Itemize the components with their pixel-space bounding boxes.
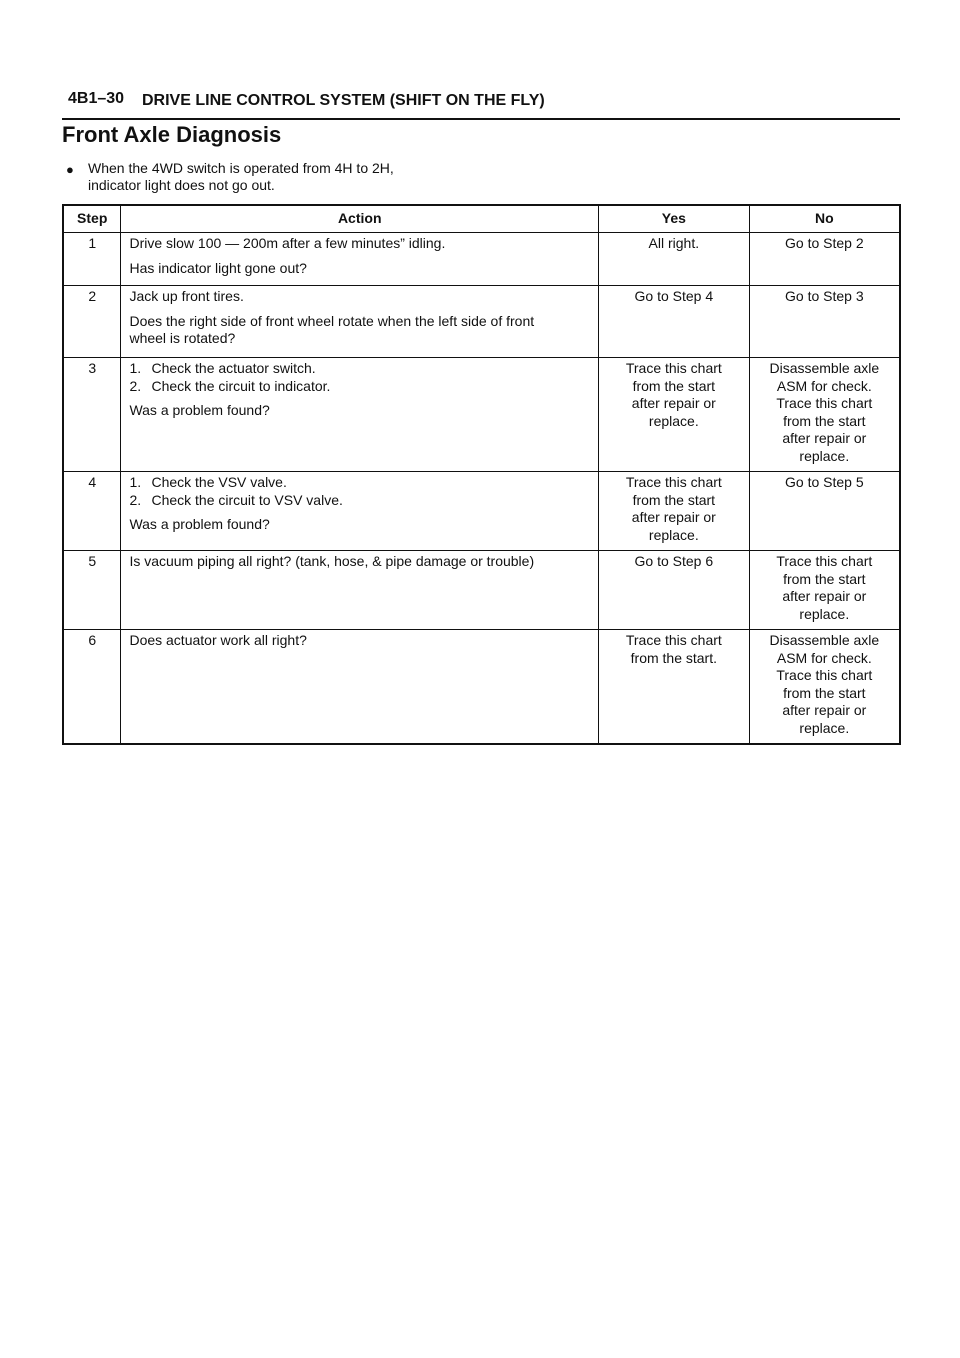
page-code: 4B1–30 [68, 90, 125, 107]
bullet-icon: ● [66, 162, 74, 177]
step-number: 1 [63, 233, 121, 286]
action-line [129, 360, 590, 378]
step-number: 5 [63, 551, 121, 630]
action-cell [121, 286, 599, 358]
table-row [63, 286, 900, 358]
no-cell [749, 551, 900, 630]
yes-text: Trace this chart [625, 632, 722, 648]
yes-text: replace. [648, 412, 699, 429]
yes-cell [598, 233, 749, 286]
yes-text: from the start. [630, 649, 717, 666]
no-cell [749, 233, 900, 286]
list-number: 2. [129, 491, 142, 508]
yes-text: All right. [648, 235, 700, 251]
action-question: Does the right side of front wheel rotate when the left side of front [129, 312, 535, 329]
header-no: No [749, 205, 900, 233]
action-question: Has indicator light gone out? [129, 259, 307, 276]
list-number: 2. [129, 377, 142, 394]
yes-text: Trace this chart [625, 474, 722, 490]
note-line-2: indicator light does not go out. [88, 177, 275, 193]
note-text [88, 160, 508, 194]
yes-text: replace. [648, 526, 699, 543]
action-cell [121, 358, 599, 472]
no-text: Trace this chart [776, 395, 873, 411]
action-line [129, 474, 590, 492]
yes-text: from the start [632, 377, 716, 394]
table-row [63, 551, 900, 630]
no-text: Go to Step 2 [785, 235, 864, 251]
table-row [63, 472, 900, 551]
yes-text: after repair or [631, 509, 716, 525]
action-question: Was a problem found? [129, 516, 270, 532]
list-number: 1. [129, 474, 142, 490]
yes-cell [598, 286, 749, 358]
header-action: Action [121, 205, 599, 233]
no-text: replace. [799, 605, 850, 622]
action-cell [121, 630, 599, 744]
page-title: Front Axle Diagnosis [62, 122, 282, 147]
action-cell [121, 551, 599, 630]
yes-cell [598, 358, 749, 472]
action-question: wheel is rotated? [129, 330, 236, 346]
header-yes: Yes [598, 205, 749, 233]
note-line-1: When the 4WD switch is operated from 4H to 2H, [88, 160, 394, 176]
no-cell [749, 472, 900, 551]
header-step: Step [63, 205, 121, 233]
no-text: ASM for check. [776, 377, 872, 394]
no-text: Trace this chart [776, 667, 873, 683]
action-item: Check the VSV valve. [151, 474, 287, 490]
yes-text: Go to Step 4 [634, 288, 714, 304]
action-line [129, 378, 590, 396]
no-text: ASM for check. [776, 649, 872, 666]
table-header-row [63, 205, 900, 233]
no-text: after repair or [782, 430, 867, 446]
no-text: Go to Step 5 [785, 474, 864, 490]
no-text: Go to Step 3 [785, 288, 864, 304]
yes-text: Go to Step 6 [634, 553, 714, 569]
no-text: after repair or [782, 702, 867, 718]
bullet-note [62, 160, 508, 194]
action-line: Jack up front tires. [129, 288, 244, 304]
yes-text: from the start [632, 491, 716, 508]
action-question: Was a problem found? [129, 402, 270, 418]
step-number: 2 [63, 286, 121, 358]
action-cell [121, 233, 599, 286]
section-title: DRIVE LINE CONTROL SYSTEM (SHIFT ON THE FLY) [142, 92, 545, 109]
no-text: from the start [783, 570, 866, 587]
yes-text: after repair or [631, 395, 716, 411]
action-question: Does actuator work all right? [129, 632, 307, 648]
action-line [129, 492, 590, 510]
no-text: Disassemble axle [769, 632, 880, 648]
action-item: Check the circuit to indicator. [151, 377, 331, 394]
diagnosis-table [62, 204, 901, 745]
table-row [63, 233, 900, 286]
no-text: from the start [783, 684, 866, 701]
no-cell [749, 630, 900, 744]
step-number: 6 [63, 630, 121, 744]
yes-cell [598, 551, 749, 630]
step-number: 3 [63, 358, 121, 472]
action-cell [121, 472, 599, 551]
yes-cell [598, 630, 749, 744]
no-cell [749, 286, 900, 358]
no-text: after repair or [782, 588, 867, 604]
no-text: Disassemble axle [769, 360, 880, 376]
no-text: Trace this chart [776, 553, 873, 569]
yes-text: Trace this chart [625, 360, 722, 376]
page-header [62, 88, 900, 120]
table-row [63, 358, 900, 472]
no-text: replace. [799, 719, 850, 736]
action-line: Drive slow 100 — 200m after a few minutes” idling. [129, 235, 446, 251]
yes-cell [598, 472, 749, 551]
action-item: Check the actuator switch. [151, 360, 316, 376]
action-item: Check the circuit to VSV valve. [151, 491, 343, 508]
no-text: from the start [783, 412, 866, 429]
list-number: 1. [129, 360, 142, 376]
step-number: 4 [63, 472, 121, 551]
action-question: Is vacuum piping all right? (tank, hose, & pipe damage or trouble) [129, 553, 535, 569]
no-text: replace. [799, 447, 850, 464]
table-row [63, 630, 900, 744]
no-cell [749, 358, 900, 472]
